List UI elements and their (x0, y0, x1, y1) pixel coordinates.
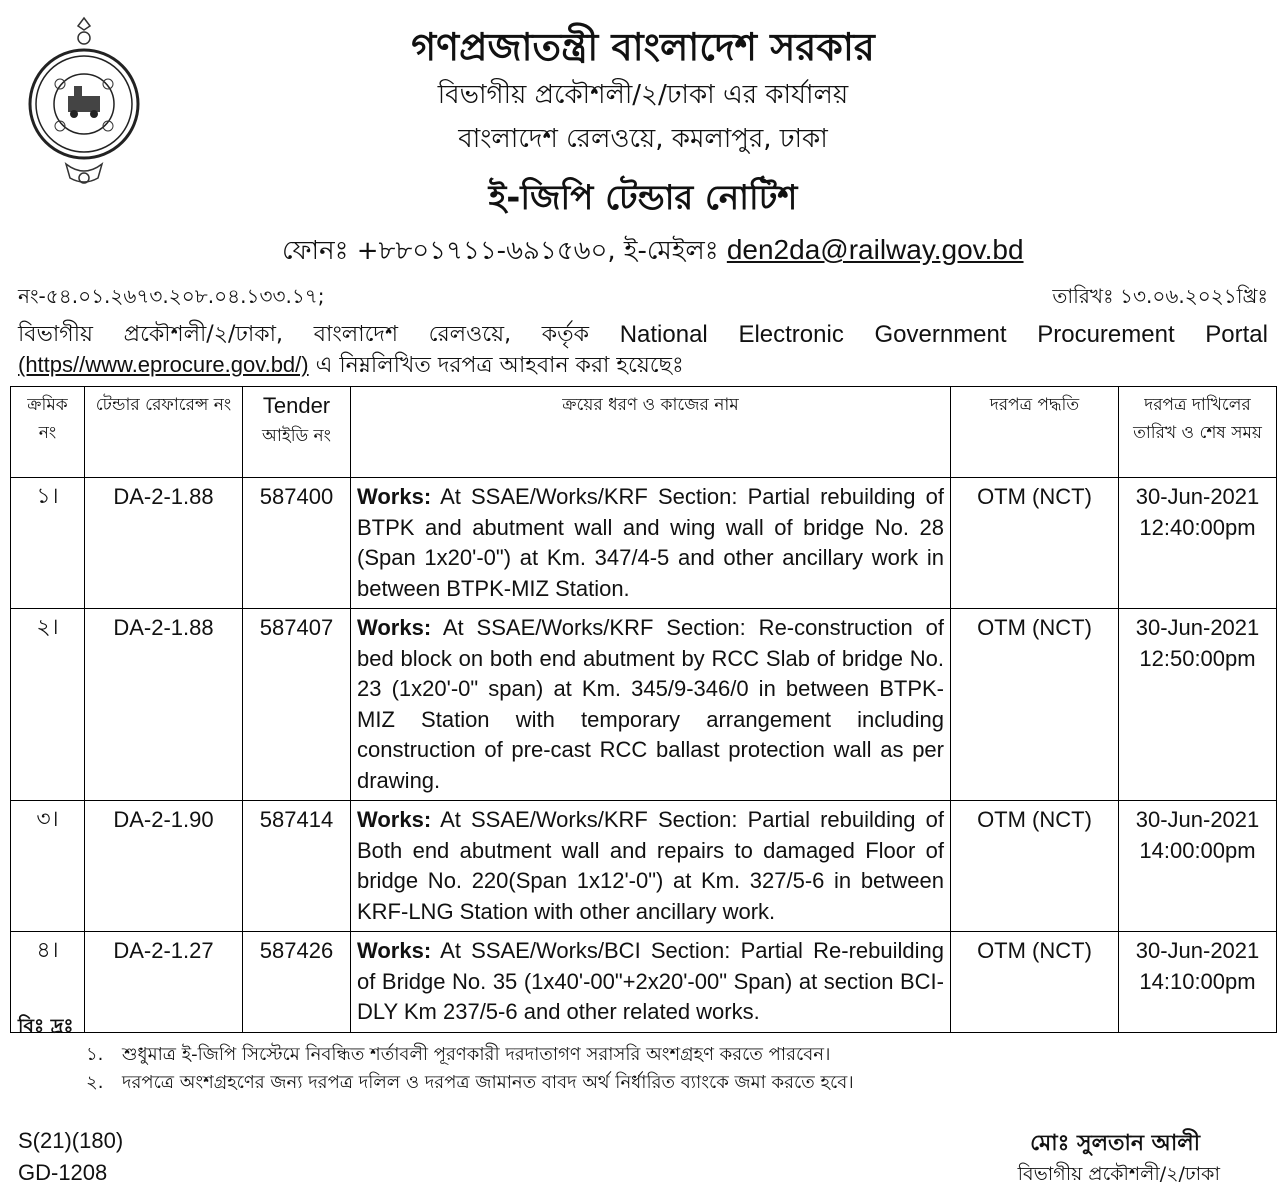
email-link[interactable]: den2da@railway.gov.bd (726, 234, 1024, 265)
intro-word: Electronic (738, 321, 844, 348)
gd-code: GD-1208 (18, 1160, 108, 1185)
deadline-date: 30-Jun-2021 (1135, 938, 1260, 963)
intro-word: National (619, 321, 708, 348)
cell-ref: DA-2-1.88 (85, 609, 243, 801)
table-header-row (11, 387, 1277, 478)
signatory-name: মোঃ সুলতান আলী (1030, 1131, 1200, 1156)
cell-method: OTM (NCT) (951, 932, 1119, 1033)
table-row (11, 932, 1277, 1033)
notice-date: তারিখঃ ১৩.০৬.২০২১খ্রিঃ (1052, 284, 1268, 308)
notes-label: বিঃ দ্রঃ (18, 1015, 74, 1037)
cell-deadline (1119, 932, 1277, 1033)
header-deadline: দরপত্র দাখিলের তারিখ ও শেষ সময় (1119, 387, 1277, 478)
cell-id: 587414 (243, 801, 351, 932)
intro-word: Portal (1205, 321, 1268, 348)
cell-work (351, 932, 951, 1033)
tender-table (10, 386, 1277, 1033)
header-tender-ref: টেন্ডার রেফারেন্স নং (85, 387, 243, 478)
ad-code: S(21)(180) (18, 1128, 124, 1153)
work-label: Works: (357, 938, 432, 963)
header-tender-id-bn: আইডি নং (262, 426, 331, 446)
table-row (11, 478, 1277, 609)
deadline-time: 14:00:00pm (1139, 837, 1256, 863)
cell-method: OTM (NCT) (951, 801, 1119, 932)
note-number: ২. (86, 1072, 104, 1093)
table-row (11, 609, 1277, 801)
note-item (86, 1040, 830, 1071)
office-name: বিভাগীয় প্রকৌশলী/২/ঢাকা এর কার্যালয় (437, 80, 849, 110)
note-number: ১. (86, 1044, 104, 1065)
intro-word: বাংলাদেশ (313, 322, 398, 347)
header-tender-id (243, 387, 351, 478)
intro-word: Procurement (1037, 321, 1175, 348)
deadline-time: 14:10:00pm (1139, 968, 1256, 994)
cell-deadline (1119, 801, 1277, 932)
cell-ref: DA-2-1.27 (85, 932, 243, 1033)
intro-word: বিভাগীয় (18, 322, 93, 347)
intro-word: রেলওয়ে, (428, 322, 512, 347)
table-row (11, 801, 1277, 932)
header-method: দরপত্র পদ্ধতি (951, 387, 1119, 478)
reference-number: নং-৫৪.০১.২৬৭৩.২০৮.০৪.১৩৩.১৭; (18, 284, 325, 308)
cell-serial: ২। (11, 609, 85, 801)
cell-ref: DA-2-1.90 (85, 801, 243, 932)
cell-id: 587400 (243, 478, 351, 609)
cell-serial: ১। (11, 478, 85, 609)
note-item (86, 1068, 854, 1099)
intro-word: Government (874, 321, 1007, 348)
work-text: At SSAE/Works/KRF Section: Re-construction of bed block on both end abutment by RCC Slab of bridge No. 23 (1x20'-0" span) at Km. 345/9-346/0 in between BTPK-MIZ Station with temporary arrangement including construction of pre-cast RCC ballast protection wall as per drawing. (357, 615, 944, 793)
work-label: Works: (357, 807, 432, 832)
note-text: দরপত্রে অংশগ্রহণের জন্য দরপত্র দলিল ও দরপত্র জামানত বাবদ অর্থ নির্ধারিত ব্যাংকে জমা করতে হবে। (122, 1072, 854, 1093)
work-label: Works: (357, 615, 432, 640)
work-text: At SSAE/Works/KRF Section: Partial rebuilding of BTPK and abutment wall and wing wall of bridge No. 28 (Span 1x20'-0") at Km. 347/4-5 and other ancillary work in between BTPK-MIZ Station. (357, 484, 944, 601)
cell-id: 587407 (243, 609, 351, 801)
intro-word: কর্তৃক (541, 322, 590, 347)
intro-tail: এ নিম্নলিখিত দরপত্র আহবান করা হয়েছেঃ (308, 353, 684, 378)
deadline-time: 12:50:00pm (1139, 645, 1256, 671)
header-work-name: ক্রয়ের ধরণ ও কাজের নাম (351, 387, 951, 478)
deadline-date: 30-Jun-2021 (1135, 484, 1260, 509)
signatory-designation: বিভাগীয় প্রকৌশলী/২/ঢাকা (1017, 1163, 1220, 1185)
deadline-date: 30-Jun-2021 (1135, 807, 1260, 832)
contact-phone: ফোনঃ +৮৮০১৭১১-৬৯১৫৬০, ই-মেইলঃ (282, 236, 719, 266)
notice-title: ই-জিপি টেন্ডার নোটিশ (488, 178, 798, 218)
cell-work (351, 478, 951, 609)
deadline-date: 30-Jun-2021 (1135, 615, 1260, 640)
cell-id: 587426 (243, 932, 351, 1033)
work-text: At SSAE/Works/BCI Section: Partial Re-rebuilding of Bridge No. 35 (1x40'-00"+2x20'-00" Span) at section BCI-DLY Km 237/5-6 and other related works. (357, 938, 944, 1024)
work-label: Works: (357, 484, 432, 509)
deadline-time: 12:40:00pm (1139, 514, 1256, 540)
office-location: বাংলাদেশ রেলওয়ে, কমলাপুর, ঢাকা (458, 124, 828, 154)
cell-ref: DA-2-1.88 (85, 478, 243, 609)
work-text: At SSAE/Works/KRF Section: Partial rebuilding of Both end abutment wall and repairs to damaged Floor of bridge No. 220(Span 1x12'-0") at Km. 327/5-6 in between KRF-LNG Station with other ancillary work. (357, 807, 944, 924)
header-tender-id-en: Tender (262, 393, 331, 418)
cell-deadline (1119, 478, 1277, 609)
cell-serial: ৩। (11, 801, 85, 932)
cell-work (351, 801, 951, 932)
note-text: শুধুমাত্র ই-জিপি সিস্টেমে নিবন্ধিত শর্তাবলী পূরণকারী দরদাতাগণ সরাসরি অংশগ্রহণ করতে পারবেন। (122, 1044, 831, 1065)
cell-work (351, 609, 951, 801)
cell-method: OTM (NCT) (951, 609, 1119, 801)
cell-method: OTM (NCT) (951, 478, 1119, 609)
government-title: গণপ্রজাতন্ত্রী বাংলাদেশ সরকার (411, 25, 875, 69)
eprocure-link[interactable]: (https//www.eprocure.gov.bd/) (18, 352, 309, 377)
cell-deadline (1119, 609, 1277, 801)
cell-serial: ৪। (11, 932, 85, 1033)
header-serial: ক্রমিক নং (11, 387, 85, 478)
intro-word: প্রকৌশলী/২/ঢাকা, (123, 322, 284, 347)
contact-line (282, 230, 1024, 274)
intro-paragraph (18, 320, 1268, 381)
